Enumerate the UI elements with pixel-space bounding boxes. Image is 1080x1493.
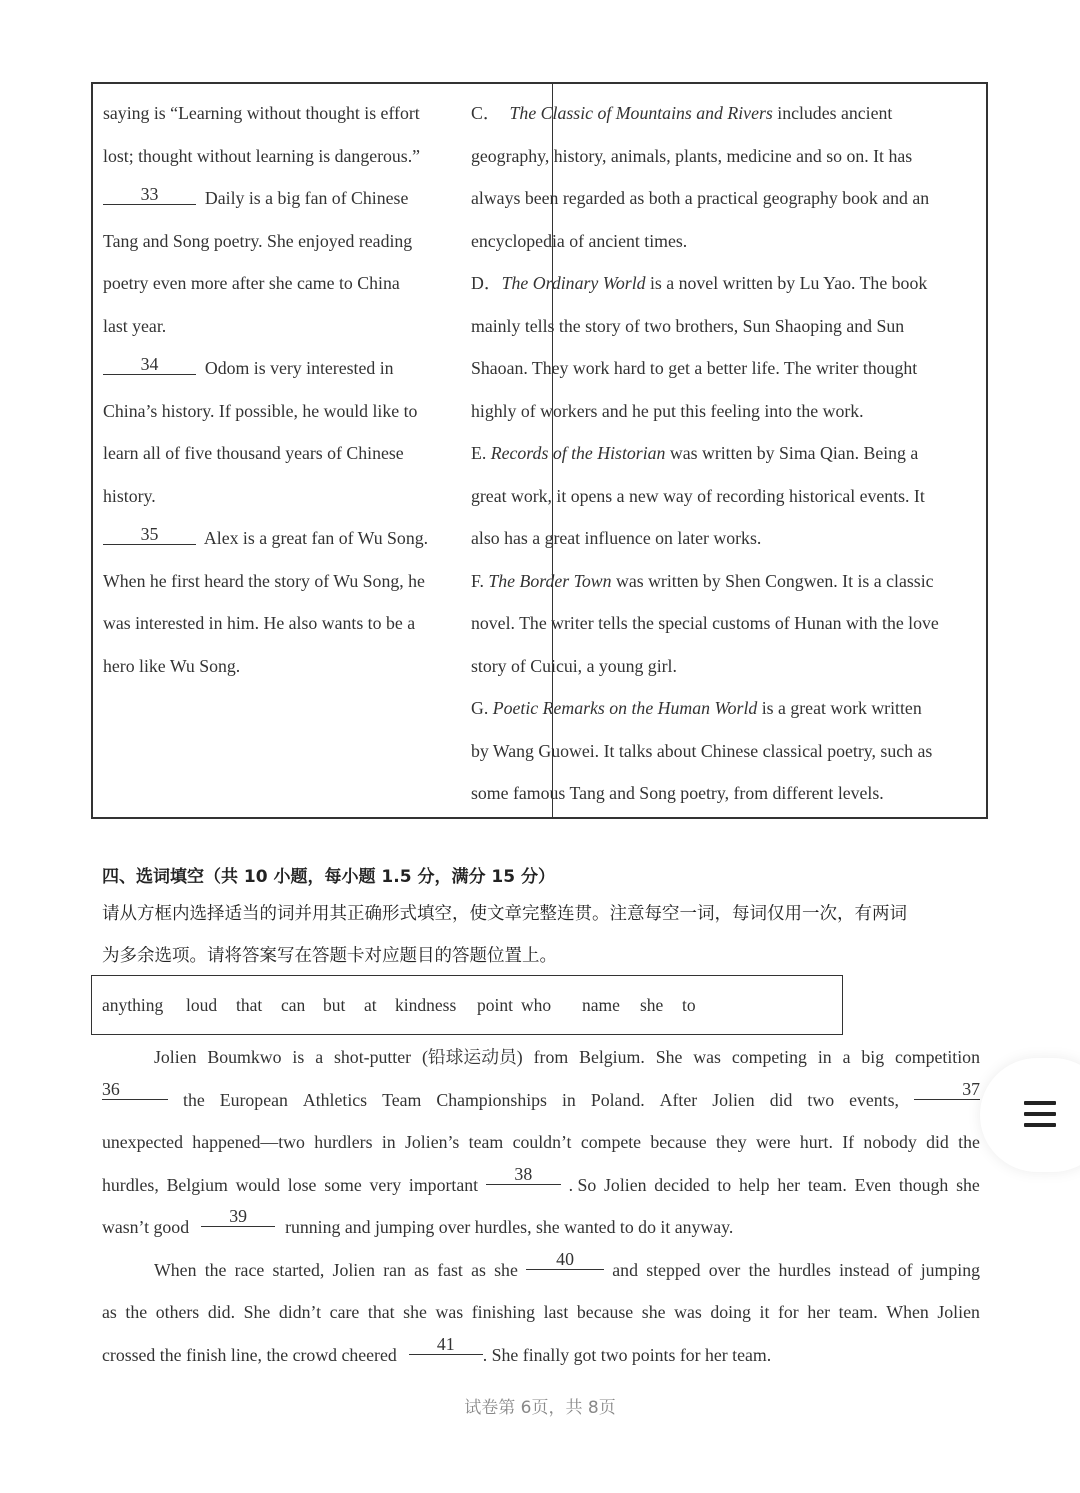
passage-word: the (748, 1259, 771, 1280)
passage-word: they (716, 1132, 747, 1152)
passage-word: two (807, 1089, 835, 1110)
table-left-line (103, 177, 448, 220)
table-right-line: great work, it opens a new way of recording historical events. It (471, 485, 925, 506)
answer-blank-34[interactable]: 34 (103, 354, 196, 375)
passage-line (102, 1334, 980, 1377)
answer-blank-38[interactable]: 38 (486, 1164, 561, 1185)
passage-word: her (807, 1302, 831, 1322)
passage-text: wasn’t good (102, 1217, 190, 1237)
book-title: The Border Town (488, 570, 612, 591)
answer-blank-37[interactable]: 37 (914, 1079, 980, 1100)
table-right-line (471, 262, 981, 305)
passage-word: Jolien (712, 1089, 755, 1110)
passage-word: of (897, 1259, 913, 1280)
passage-word: She (243, 1302, 271, 1322)
answer-blank-39[interactable]: 39 (201, 1206, 275, 1227)
passage-word: doing (710, 1302, 751, 1322)
passage-word: it (759, 1302, 770, 1322)
table-right-line: story of Cuicui, a young girl. (471, 655, 677, 676)
option-label: D． (471, 273, 502, 293)
passage-word: over (708, 1259, 741, 1280)
passage-word: hurt. (799, 1132, 833, 1152)
floating-menu-button[interactable] (980, 1058, 1080, 1172)
passage-word: as (471, 1259, 486, 1280)
passage-word: competing (731, 1047, 807, 1067)
word-bank-item: kindness (395, 995, 457, 1015)
book-title: Records of the Historian (490, 443, 666, 463)
passage-word: she (403, 1302, 427, 1322)
passage-line (102, 1291, 980, 1334)
option-label: F. (471, 570, 489, 591)
passage-word: the (125, 1302, 148, 1322)
instruction-line-2: 为多余选项。请将答案写在答题卡对应题目的答题位置上。 (102, 946, 557, 966)
passage-word: though (898, 1174, 949, 1195)
page-footer: 试卷第 6页，共 8页 (464, 1398, 616, 1418)
passage-word: Boumkwo (207, 1047, 282, 1067)
passage-word: were (755, 1132, 791, 1152)
passage-word: . So (568, 1174, 597, 1195)
answer-blank-33[interactable]: 33 (103, 184, 196, 205)
passage-word: some (324, 1174, 362, 1195)
word-bank-item: but (323, 995, 346, 1015)
passage-word: nobody (863, 1132, 917, 1152)
passage-word: shot-putter (334, 1047, 412, 1067)
passage-text: running and jumping over hurdles, she wanted to do it anyway. (285, 1217, 734, 1237)
passage-word: After (659, 1089, 698, 1110)
section-heading: 四、选词填空（共 10 小题，每小题 1.5 分，满分 15 分） (102, 867, 555, 887)
passage-word: team (468, 1132, 504, 1152)
option-text: is a novel written by Lu Yao. The book (645, 273, 928, 293)
passage-word: from (533, 1047, 569, 1067)
passage-word: hurdlers (314, 1132, 373, 1152)
reading-match-table (91, 82, 988, 819)
passage-line (102, 1206, 980, 1249)
passage-word: did (926, 1132, 949, 1152)
passage-text: . She finally got two points for her team. (482, 1344, 772, 1365)
word-bank-item: who (521, 995, 552, 1015)
table-left-column (103, 92, 448, 687)
passage-word: instead (839, 1259, 890, 1280)
table-right-line (471, 687, 981, 730)
passage-word: that (367, 1302, 395, 1322)
cloze-passage (102, 1036, 980, 1376)
option-text: includes ancient (772, 103, 893, 123)
table-right-line: by Wang Guowei. It talks about Chinese classical poetry, such as (471, 740, 933, 761)
passage-word: and (612, 1259, 638, 1280)
passage-word: team. (807, 1174, 847, 1195)
passage-word: events, (849, 1089, 899, 1110)
table-left-line: hero like Wu Song. (103, 655, 241, 676)
table-left-line: saying is “Learning without thought is effort (103, 103, 420, 123)
table-right-line: some famous Tang and Song poetry, from different levels. (471, 783, 884, 803)
passage-word: big (861, 1047, 885, 1067)
passage-line (102, 1079, 980, 1122)
option-text: was written by Shen Congwen. It is a classic (611, 570, 934, 591)
passage-word: hurdles (778, 1259, 831, 1280)
table-right-line: novel. The writer tells the special customs of Hunan with the love (471, 613, 939, 633)
instruction-line-1: 请从方框内选择适当的词并用其正确形式填空，使文章完整连贯。注意每空一词，每词仅用一次，有两词 (102, 904, 907, 924)
table-right-line (471, 432, 981, 475)
table-left-text: Alex is a great fan of Wu Song. (196, 528, 429, 548)
passage-word: she (956, 1174, 980, 1195)
passage-word: She (655, 1047, 683, 1067)
option-label: G. (471, 698, 493, 718)
passage-word: Jolien’s (405, 1132, 460, 1152)
word-bank-item: she (640, 995, 664, 1015)
table-left-line: Tang and Song poetry. She enjoyed reading (103, 230, 413, 251)
passage-word: was (693, 1047, 721, 1067)
table-left-line: When he first heard the story of Wu Song, he (103, 570, 425, 591)
passage-word: couldn’t (512, 1132, 572, 1152)
passage-line (102, 1164, 980, 1207)
passage-word: lose (287, 1174, 317, 1195)
passage-word: When (886, 1302, 929, 1322)
passage-word: Jolien (604, 1174, 647, 1195)
passage-word: unexpected (102, 1132, 183, 1152)
word-bank-item: point (477, 995, 513, 1015)
passage-word: hurdles, (102, 1174, 159, 1195)
word-bank-item: name (582, 995, 620, 1015)
passage-word: she (494, 1259, 518, 1280)
passage-word: Jolien (154, 1047, 197, 1067)
passage-word: Belgium. (579, 1047, 645, 1067)
passage-word: Jolien (937, 1302, 980, 1322)
passage-word: race (234, 1259, 265, 1280)
passage-word: would (235, 1174, 281, 1195)
passage-word: Athletics (302, 1089, 368, 1110)
word-bank-item: loud (186, 995, 218, 1015)
passage-word: important (408, 1174, 479, 1195)
passage-word: If (842, 1132, 855, 1152)
option-label: C． (471, 103, 510, 123)
passage-word: in (561, 1089, 576, 1110)
table-left-text: Daily is a big fan of Chinese (196, 188, 409, 208)
option-text: was written by Sima Qian. Being a (665, 443, 919, 463)
word-bank-item: to (682, 995, 696, 1015)
passage-word: jumping (920, 1259, 980, 1280)
passage-word: as (102, 1302, 117, 1322)
passage-word: a (842, 1047, 851, 1067)
passage-word: was (435, 1302, 464, 1322)
passage-word: last (543, 1302, 569, 1322)
passage-word: for (778, 1302, 799, 1322)
table-right-line (471, 92, 981, 135)
word-bank-box (91, 975, 843, 1035)
passage-word: help (738, 1174, 770, 1195)
passage-word: Belgium (166, 1174, 228, 1195)
book-title: The Ordinary World (501, 273, 646, 293)
book-title: Poetic Remarks on the Human World (492, 698, 758, 718)
table-left-line: lost; thought without learning is dangerous.” (103, 145, 421, 166)
passage-word: is (292, 1047, 305, 1067)
answer-blank-41[interactable]: 41 (409, 1334, 483, 1355)
passage-word: (铅球运动员) (421, 1047, 523, 1067)
passage-word: Poland. (590, 1089, 645, 1110)
book-title: The Classic of Mountains and Rivers (509, 103, 773, 123)
passage-word: the (958, 1132, 980, 1152)
passage-word: the (183, 1089, 205, 1110)
passage-word: finishing (471, 1302, 535, 1322)
passage-word: was (674, 1302, 702, 1322)
passage-word: because (650, 1132, 707, 1152)
passage-word: in (817, 1047, 832, 1067)
table-left-text: Odom is very interested in (196, 358, 394, 378)
table-left-line: learn all of five thousand years of Chinese (103, 443, 404, 463)
passage-word: Championships (436, 1089, 547, 1110)
passage-word: ran (383, 1259, 406, 1280)
passage-word: European (219, 1089, 288, 1110)
passage-word: care (329, 1302, 360, 1322)
passage-word: started, (272, 1259, 325, 1280)
passage-word: Even (854, 1174, 892, 1195)
answer-blank-36[interactable]: 36 (102, 1079, 168, 1100)
word-bank-item: can (281, 995, 306, 1015)
table-right-line: Shaoan. They work hard to get a better life. The writer thought (471, 358, 918, 378)
table-left-line (103, 517, 448, 560)
passage-word: Team (382, 1089, 422, 1110)
passage-word: a (315, 1047, 324, 1067)
passage-text: crossed the finish line, the crowd cheered (102, 1344, 397, 1365)
table-right-line: encyclopedia of ancient times. (471, 230, 688, 251)
passage-word: others (155, 1302, 200, 1322)
passage-line (102, 1036, 980, 1079)
word-bank-item: at (364, 995, 377, 1015)
passage-word: stepped (646, 1259, 701, 1280)
passage-word: compete (580, 1132, 642, 1152)
passage-word: did. (207, 1302, 236, 1322)
table-right-line: highly of workers and he put this feeling into the work. (471, 400, 864, 421)
answer-blank-35[interactable]: 35 (103, 524, 196, 545)
table-left-line: last year. (103, 315, 167, 336)
table-left-line: China’s history. If possible, he would like to (103, 400, 418, 421)
table-left-line (103, 347, 448, 390)
passage-word: decided (654, 1174, 710, 1195)
passage-word: as (414, 1259, 429, 1280)
option-text: is a great work written (757, 698, 922, 718)
table-left-line: poetry even more after she came to China (103, 273, 400, 293)
passage-line (102, 1121, 980, 1164)
answer-blank-40[interactable]: 40 (526, 1249, 604, 1270)
passage-word: fast (437, 1259, 463, 1280)
passage-word: the (204, 1259, 227, 1280)
word-bank-item: that (236, 995, 263, 1015)
passage-word: in (381, 1132, 396, 1152)
table-right-line: geography, history, animals, plants, medicine and so on. It has (471, 145, 913, 166)
passage-word: team. (838, 1302, 878, 1322)
passage-line (102, 1249, 980, 1292)
passage-word: Jolien (332, 1259, 376, 1280)
passage-word: her (777, 1174, 801, 1195)
passage-word: she (641, 1302, 666, 1322)
passage-word: to (717, 1174, 732, 1195)
table-right-line: also has a great influence on later works. (471, 528, 762, 548)
passage-word: When (154, 1259, 197, 1280)
passage-word: didn’t (278, 1302, 322, 1322)
passage-word: competition (895, 1047, 980, 1067)
passage-word: very (369, 1174, 402, 1195)
table-right-column (471, 92, 981, 815)
table-right-line: always been regarded as both a practical geography book and an (471, 188, 930, 208)
table-right-line: mainly tells the story of two brothers, Sun Shaoping and Sun (471, 315, 905, 336)
table-left-line: history. (103, 485, 156, 506)
passage-word: did (769, 1089, 793, 1110)
table-right-line (471, 560, 981, 603)
passage-word: because (576, 1302, 634, 1322)
passage-word: happened—two (192, 1132, 305, 1152)
word-bank-item: anything (102, 995, 164, 1015)
table-left-line: was interested in him. He also wants to be a (103, 613, 416, 633)
option-label: E. (471, 443, 491, 463)
